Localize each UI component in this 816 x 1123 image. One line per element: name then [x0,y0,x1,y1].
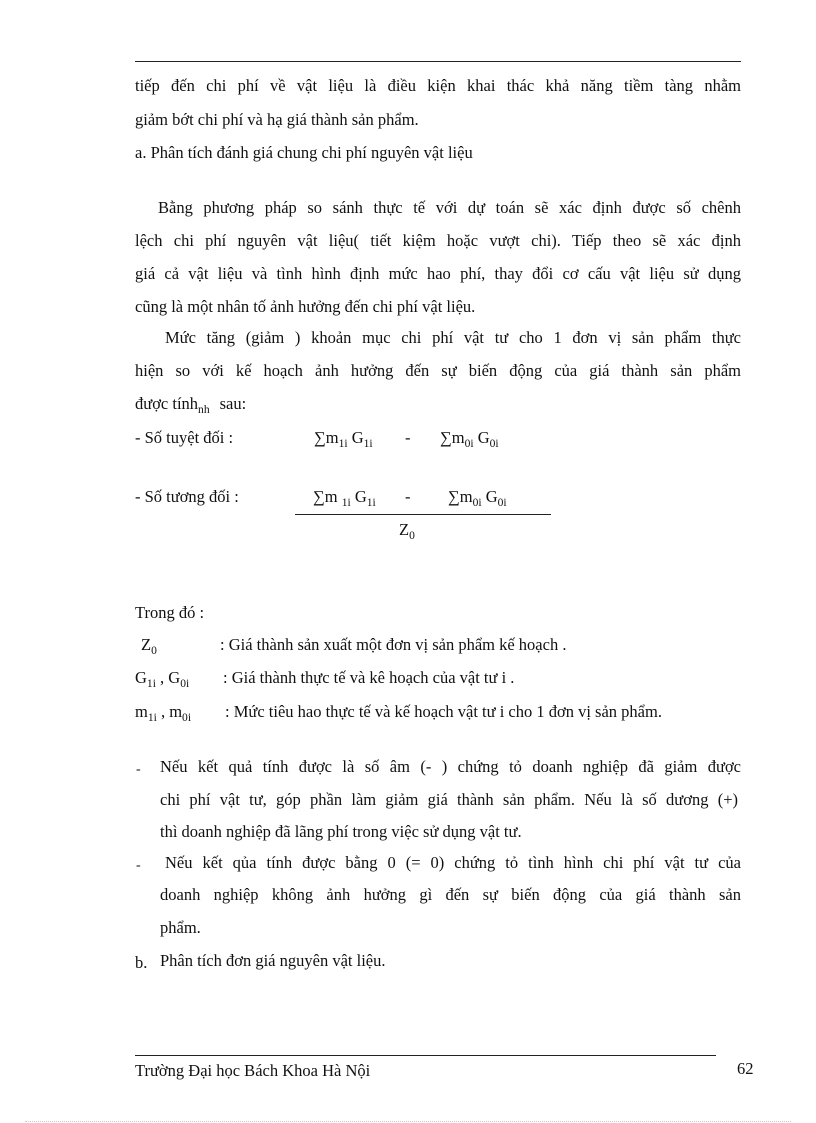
page-number: 62 [737,1059,754,1078]
formula-term-actual: $\sum m_{1i}$ $G_{1i}$ [314,428,373,451]
relative-label: - Số tương đối : [135,487,239,506]
body-text-line: doanh nghiệp không ảnh hưởng gì đến sự biến động của giá thành sản [160,885,741,904]
body-text-line: giảm bớt chi phí và hạ giá thành sản phẩm. [135,110,419,129]
body-text-line: phẩm. [160,918,201,937]
section-a-heading: a. Phân tích đánh giá chung chi phí nguyên vật liệu [135,143,473,162]
legend-symbol-g: $G_{1i}$ , $G_{0i}$ [135,668,190,691]
bullet-marker: - [136,762,141,777]
legend-symbol-z0: $Z_0$ [141,635,157,658]
formula-minus: - [405,428,411,447]
body-text-line: Bằng phương pháp so sánh thực tế với dự toán sẽ xác định được số chênh [158,198,741,217]
body-text-line: chi phí vật tư, góp phần làm giảm giá thành sản phẩm. Nếu là số dương (+) [160,790,738,809]
formula-denominator: $Z_0$ [399,520,415,543]
body-text-line: Nếu kết qủa tính được bằng 0 (= 0) chứng tỏ tình hình chi phí vật tư của [165,853,741,872]
header-rule [135,61,741,62]
legend-g-desc: : Giá thành thực tế và kê hoạch của vật tư i . [223,668,515,687]
body-text-line: tiếp đến chi phí về vật liệu là điều kiện khai thác khả năng tiềm tàng nhằm [135,76,741,95]
footer-school: Trường Đại học Bách Khoa Hà Nội [135,1061,371,1080]
page-edge-dots [25,1121,791,1122]
section-b-heading: Phân tích đơn giá nguyên vật liệu. [160,951,386,970]
body-text-line: hiện so với kế hoạch ảnh hưởng đến sự biến động của giá thành sản phẩm [135,361,741,380]
fraction-line [295,514,551,515]
legend-heading: Trong đó : [135,603,205,622]
body-text-line: được tính$_{nh}$ sau: [135,394,247,417]
formula-term-plan: $\sum m_{0i}$ $G_{0i}$ [448,487,507,510]
footer-rule [135,1055,716,1056]
formula-term-plan: $\sum m_{0i}$ $G_{0i}$ [440,428,499,451]
body-text-line: Mức tăng (giảm ) khoản mục chi phí vật tư cho 1 đơn vị sản phẩm thực [165,328,741,347]
bullet-marker: - [136,858,141,873]
section-b-marker: b. [135,953,148,972]
formula-term-actual: ∑m $_{1i}$ $G_{1i}$ [313,487,376,510]
absolute-label: - Số tuyệt đối : [135,428,234,447]
body-text-line: thì doanh nghiệp đã lãng phí trong việc sử dụng vật tư. [160,822,522,841]
legend-m-desc: : Mức tiêu hao thực tế và kế hoạch vật tư i cho 1 đơn vị sản phẩm. [225,702,662,721]
legend-z0-desc: : Giá thành sản xuất một đơn vị sản phẩm kế hoạch . [220,635,567,654]
body-text-line: Nếu kết quả tính được là số âm (- ) chứng tỏ doanh nghiệp đã giảm được [160,757,741,776]
body-text-line: lệch chi phí nguyên vật liệu( tiết kiệm hoặc vượt chi). Tiếp theo sẽ xác định [135,231,741,250]
body-text-line: cũng là một nhân tố ảnh hưởng đến chi phí vật liệu. [135,297,476,316]
body-text-line: giá cả vật liệu và tình hình định mức hao phí, thay đổi cơ cấu vật liệu sử dụng [135,264,741,283]
legend-symbol-m: $m_{1i}$ , $m_{0i}$ [135,702,192,725]
formula-minus: - [405,487,411,506]
